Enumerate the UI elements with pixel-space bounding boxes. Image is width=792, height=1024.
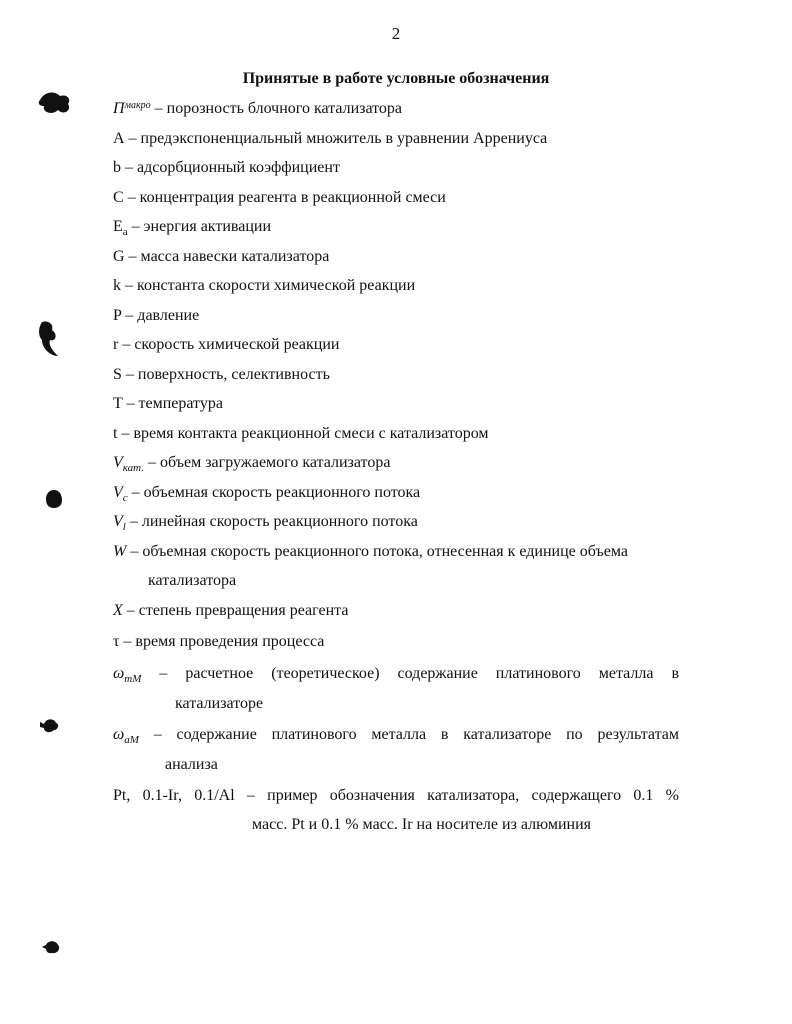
subscript: a	[122, 226, 128, 238]
definition: – расчетное (теоретическое) содержание платинового металла в	[141, 665, 679, 682]
definition: – линейная скорость реакционного потока	[125, 513, 418, 530]
entry-G: G – масса навески катализатора	[113, 248, 330, 265]
entry-example: Pt, 0.1-Ir, 0.1/Al – пример обозначения катализатора, содержащего 0.1 %	[113, 787, 679, 804]
symbol: V	[113, 513, 123, 530]
entry-omega-mM	[113, 664, 679, 685]
entry-omega-aM	[113, 725, 679, 746]
entry-r: r – скорость химической реакции	[113, 336, 340, 353]
entry-Vkat	[113, 453, 390, 474]
entry-W-continuation: катализатора	[148, 572, 237, 589]
subscript: кат.	[122, 462, 144, 474]
symbol: E	[113, 218, 123, 235]
scan-blot-4	[38, 716, 60, 734]
subscript: mM	[124, 673, 142, 685]
entry-S: S – поверхность, селективность	[113, 366, 330, 383]
entry-Vl	[113, 512, 418, 533]
scan-blot-1	[36, 88, 76, 118]
symbol: V	[113, 454, 123, 471]
page-title: Принятые в работе условные обозначения	[242, 70, 550, 87]
symbol: ω	[113, 726, 125, 743]
scan-blot-5	[40, 938, 62, 956]
entry-tau: τ – время проведения процесса	[113, 633, 325, 650]
definition: – энергия активации	[127, 218, 272, 235]
definition: – объем загружаемого катализатора	[143, 454, 391, 471]
definition: – объемная скорость реакционного потока, отнесенная к единице объема	[126, 543, 629, 560]
definition: – объемная скорость реакционного потока	[127, 484, 421, 501]
page-number: 2	[391, 24, 401, 43]
scan-blot-2	[36, 318, 62, 360]
entry-W	[113, 542, 628, 562]
superscript: макро	[124, 100, 151, 111]
entry-example-continuation: масс. Pt и 0.1 % масс. Ir на носителе из алюминия	[252, 816, 592, 833]
entry-t: t – время контакта реакционной смеси с катализатором	[113, 425, 489, 442]
entry-T: T – температура	[113, 395, 223, 412]
entry-Ea	[113, 217, 271, 238]
scan-blot-3	[44, 488, 64, 510]
entry-P: P – давление	[113, 307, 200, 324]
entry-omega-mM-continuation: катализаторе	[175, 695, 264, 712]
subscript: aM	[124, 734, 139, 746]
symbol: ω	[113, 665, 125, 682]
entry-X	[113, 601, 348, 621]
subscript: l	[122, 521, 126, 533]
symbol: V	[113, 484, 123, 501]
entry-k: k – константа скорости химической реакции	[113, 277, 416, 294]
definition: – степень превращения реагента	[122, 602, 349, 619]
definition: – порозность блочного катализатора	[150, 100, 403, 117]
entry-Vc	[113, 483, 420, 504]
entry-b: b – адсорбционный коэффициент	[113, 159, 340, 176]
subscript: c	[122, 492, 128, 504]
entry-omega-aM-continuation: анализа	[165, 756, 218, 773]
entry-A: А – предэкспоненциальный множитель в уравнении Аррениуса	[113, 130, 548, 147]
entry-porosity	[113, 99, 402, 119]
symbol: X	[113, 602, 123, 619]
symbol: П	[113, 100, 125, 117]
definition: – содержание платинового металла в катализаторе по результатам	[138, 726, 679, 743]
symbol: W	[113, 543, 127, 560]
entry-C: С – концентрация реагента в реакционной смеси	[113, 189, 446, 206]
